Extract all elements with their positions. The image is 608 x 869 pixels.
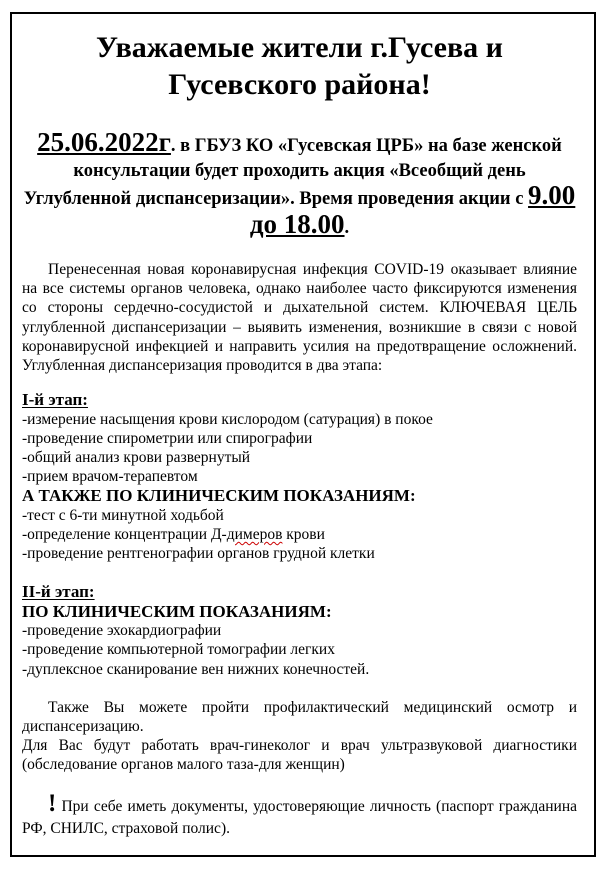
note-paragraph [22, 789, 577, 840]
outro-paragraph-2: Для Вас будут работать врач-гинеколог и врач ультразвуковой диагностики (обследование органов малого таза-для женщин) [22, 737, 577, 774]
title-line-1: Уважаемые жители г.Гусева и [96, 31, 503, 64]
list-item: -проведение спирометрии или спирографии [22, 429, 313, 447]
spellcheck-underlined-word: димеров [226, 526, 283, 544]
announcement-paragraph [22, 127, 577, 240]
title-line-2: Гусевского района! [168, 68, 431, 101]
list-item: -проведение рентгенографии органов грудной клетки [22, 545, 375, 563]
stage1-heading: I-й этап: [22, 390, 88, 410]
event-date: 25.06.2022г [37, 127, 171, 157]
list-item: -дуплексное сканирование вен нижних конечностей. [22, 660, 370, 678]
list-item: -проведение компьютерной томографии легких [22, 641, 335, 659]
document-frame [10, 12, 596, 857]
list-item: -прием врачом-терапевтом [22, 468, 198, 486]
list-item-text: крови [282, 526, 325, 544]
list-item: -общий анализ крови развернутый [22, 449, 251, 467]
list-item: -измерение насыщения крови кислородом (сатурация) в покое [22, 410, 433, 428]
stage2-section [22, 582, 577, 678]
announcement-period: . [344, 217, 350, 238]
stage2-heading: II-й этап: [22, 582, 95, 602]
outro-paragraph-1: Также Вы можете пройти профилактический медицинский осмотр и диспансеризацию. [22, 698, 577, 736]
note-text: При себе иметь документы, удостоверяющие личность (паспорт гражданина РФ, СНИЛС, страховой полис). [22, 797, 577, 837]
document-title [22, 29, 577, 103]
outro-section [22, 698, 577, 775]
stage1-clinical-heading: А ТАКЖЕ ПО КЛИНИЧЕСКИМ ПОКАЗАНИЯМ: [22, 486, 416, 506]
stage2-clinical-heading: ПО КЛИНИЧЕСКИМ ПОКАЗАНИЯМ: [22, 601, 332, 621]
intro-paragraph: Перенесенная новая коронавирусная инфекция COVID-19 оказывает влияние на все системы органов человека, однако наиболее часто фиксируются изменения со стороны сердечно-сосудистой и дыхательной систем. КЛЮЧЕВАЯ ЦЕЛЬ углубленной диспансеризации – выявить изменения, возникшие в связи с новой коронавирусной инфекцией и направить усилия на предотвращение осложнений. Углубленная диспансеризация проводится в два этапа: [22, 261, 577, 375]
exclamation-mark: ! [48, 789, 57, 817]
announcement-text: . в ГБУЗ КО «Гусевская ЦРБ» на базе женской консультации будет проходить акция «Всеобщий день Углубленной диспансеризации». Время проведения акции с [23, 136, 562, 209]
list-item [22, 525, 577, 544]
event-time: 9.00 до 18.00 [249, 180, 576, 239]
list-item: -тест с 6-ти минутной ходьбой [22, 506, 224, 524]
list-item-text: -определение концентрации Д- [22, 526, 227, 544]
stage1-section [22, 390, 577, 563]
list-item: -проведение эхокардиографии [22, 622, 222, 640]
